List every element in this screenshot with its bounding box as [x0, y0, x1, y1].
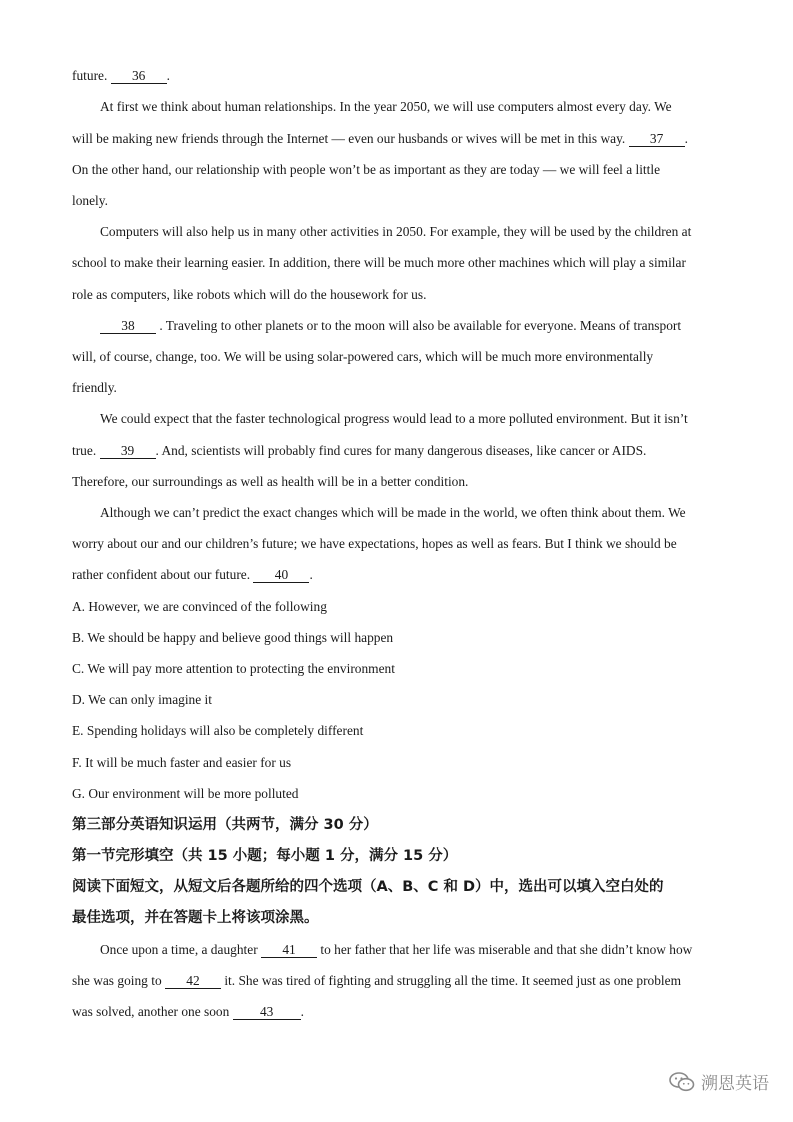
- passage-line: will, of course, change, too. We will be using solar-powered cars, which will be much more environmentally: [72, 349, 654, 364]
- passage-line: Although we can’t predict the exact changes which will be made in the world, we often think about them. We: [100, 505, 686, 520]
- passage-line: school to make their learning easier. In addition, there will be much more other machines which will play a similar: [72, 255, 686, 270]
- passage-line: At first we think about human relationships. In the year 2050, we will use computers almost every day. We: [100, 99, 672, 114]
- passage-line: lonely.: [72, 193, 108, 208]
- answer-blank-37[interactable]: 37: [629, 131, 685, 147]
- option-f: F. It will be much faster and easier for us: [72, 755, 292, 770]
- watermark-text: 溯恩英语: [701, 1074, 769, 1094]
- passage-line: Computers will also help us in many other activities in 2050. For example, they will be used by the children at: [100, 224, 692, 239]
- instruction-line: 阅读下面短文，从短文后各题所给的四个选项（A、B、C 和 D）中，选出可以填入空白处的: [72, 879, 664, 895]
- answer-blank-43[interactable]: 43: [233, 1004, 301, 1020]
- instruction-line: 最佳选项，并在答题卡上将该项涂黑。: [72, 910, 319, 926]
- passage-line: rather confident about our future. 40 .: [72, 567, 313, 582]
- cloze-line: she was going to 42 it. She was tired of fighting and struggling all the time. It seemed just as one problem: [72, 973, 682, 988]
- wechat-icon: [669, 1072, 695, 1092]
- passage-line: We could expect that the faster technological progress would lead to a more polluted environment. But it isn’t: [100, 411, 688, 426]
- watermark: [669, 1069, 769, 1094]
- answer-blank-40[interactable]: 40: [253, 567, 309, 583]
- cloze-line: Once upon a time, a daughter 41 to her father that her life was miserable and that she didn’t know how: [100, 942, 693, 957]
- passage-line: On the other hand, our relationship with people won’t be as important as they are today — we will feel a little: [72, 162, 661, 177]
- passage-line: Therefore, our surroundings as well as health will be in a better condition.: [72, 474, 469, 489]
- passage-line: worry about our and our children’s future; we have expectations, hopes as well as fears. But I think we should be: [72, 536, 677, 551]
- option-b: B. We should be happy and believe good things will happen: [72, 630, 394, 645]
- answer-blank-36[interactable]: 36: [111, 68, 167, 84]
- answer-blank-41[interactable]: 41: [261, 942, 317, 958]
- answer-blank-42[interactable]: 42: [165, 973, 221, 989]
- option-a: A. However, we are convinced of the following: [72, 599, 327, 614]
- answer-blank-39[interactable]: 39: [100, 443, 156, 459]
- cloze-line: was solved, another one soon 43 .: [72, 1004, 305, 1019]
- part-title: 第三部分英语知识运用（共两节，满分 30 分）: [72, 817, 378, 833]
- option-c: C. We will pay more attention to protecting the environment: [72, 661, 395, 676]
- option-g: G. Our environment will be more polluted: [72, 786, 299, 801]
- passage-line: role as computers, like robots which will do the housework for us.: [72, 287, 427, 302]
- passage-line: will be making new friends through the Internet — even our husbands or wives will be met in this way. 37 .: [72, 131, 688, 146]
- passage-line: 38 . Traveling to other planets or to the moon will also be available for everyone. Means of transport: [100, 317, 681, 335]
- passage-line: true. 39 . And, scientists will probably find cures for many dangerous diseases, like cancer or AIDS.: [72, 443, 647, 458]
- passage-line: friendly.: [72, 380, 117, 395]
- option-d: D. We can only imagine it: [72, 692, 212, 707]
- subsection-title: 第一节完形填空（共 15 小题；每小题 1 分，满分 15 分）: [72, 848, 458, 864]
- option-e: E. Spending holidays will also be completely different: [72, 723, 364, 738]
- passage-line: future. 36 .: [72, 68, 171, 83]
- answer-blank-38[interactable]: 38: [100, 318, 156, 334]
